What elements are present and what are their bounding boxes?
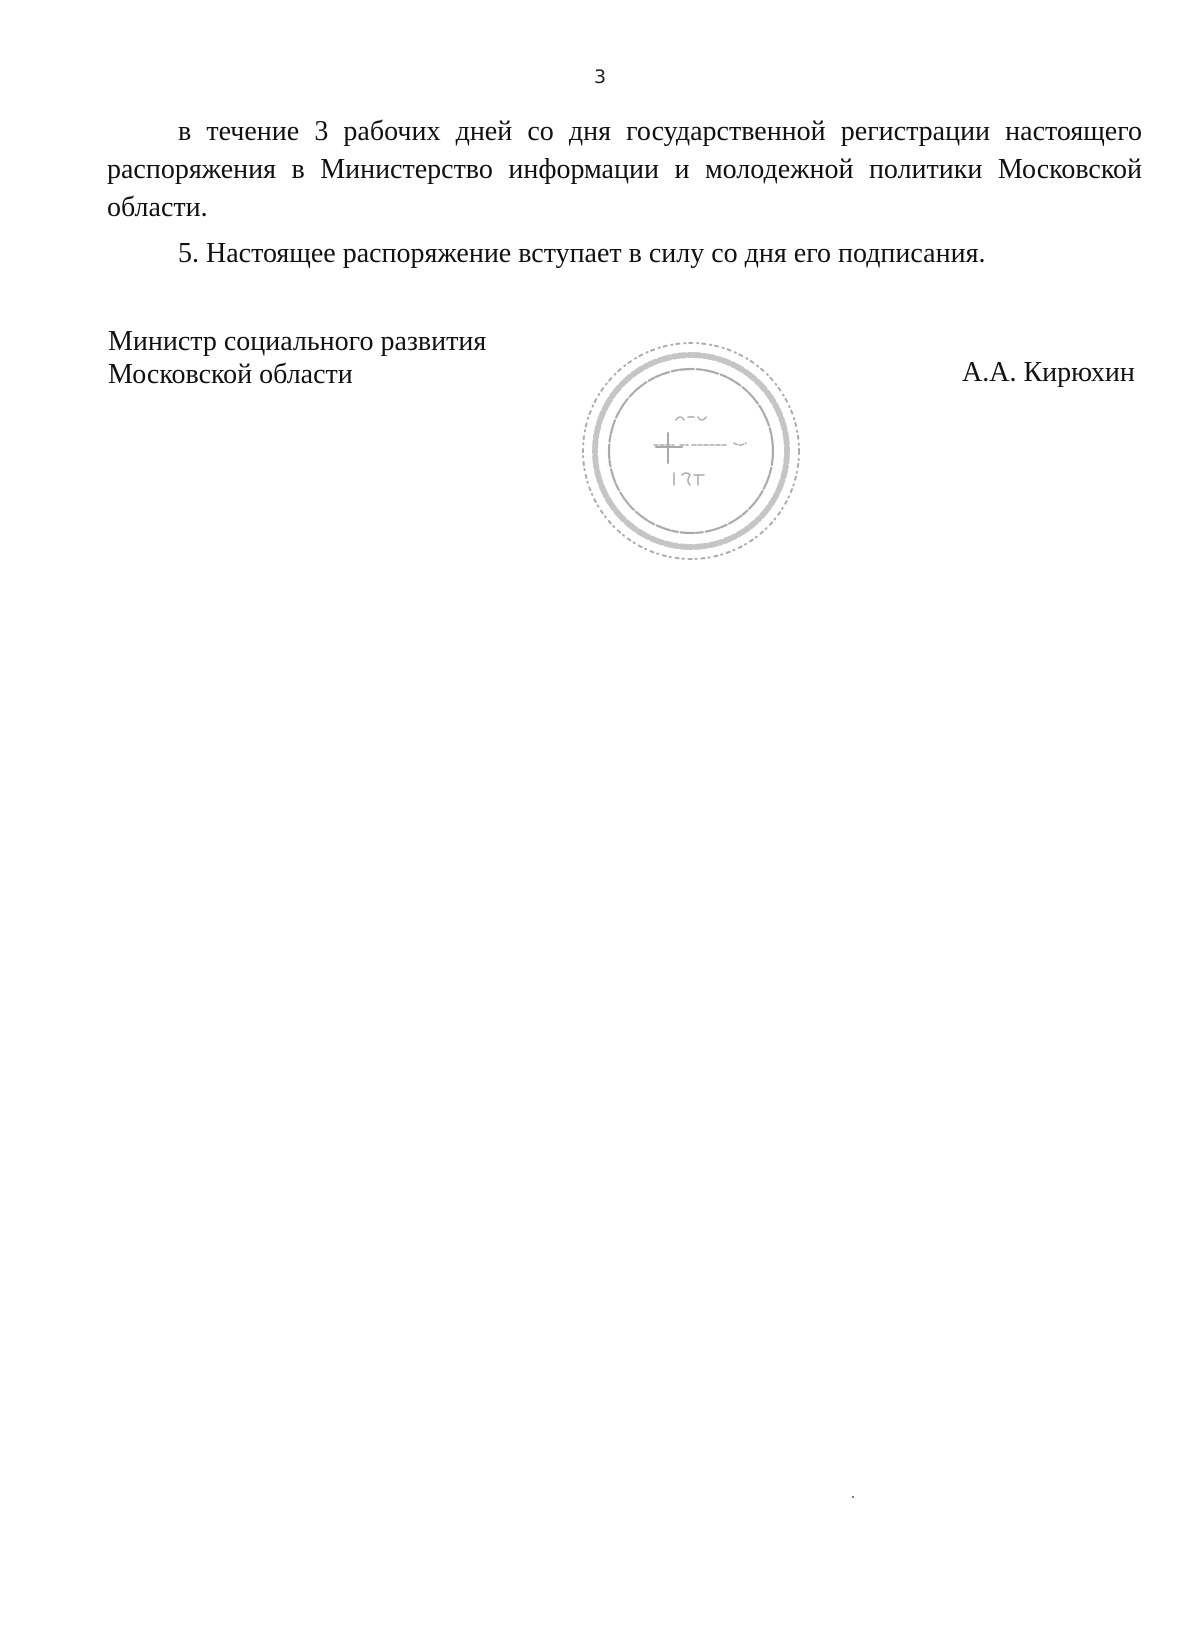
page-number: 3 [593,66,607,88]
signer-title-line-1: Министр социального развития [108,326,487,357]
paragraph-continuation: в течение 3 рабочих дней со дня государственной регистрации настоящего распоряжения в Министерство информации и молодежной политики Московской области. [107,116,1142,223]
official-seal-icon [572,335,810,567]
signer-name: А.А. Кирюхин [962,357,1135,388]
paragraph-item-5: 5. Настоящее распоряжение вступает в силу со дня его подписания. [178,238,986,269]
signer-title [108,325,486,391]
scan-speck [852,1496,854,1498]
document-body [107,113,1142,273]
signer-title-line-2: Московской области [108,359,353,390]
